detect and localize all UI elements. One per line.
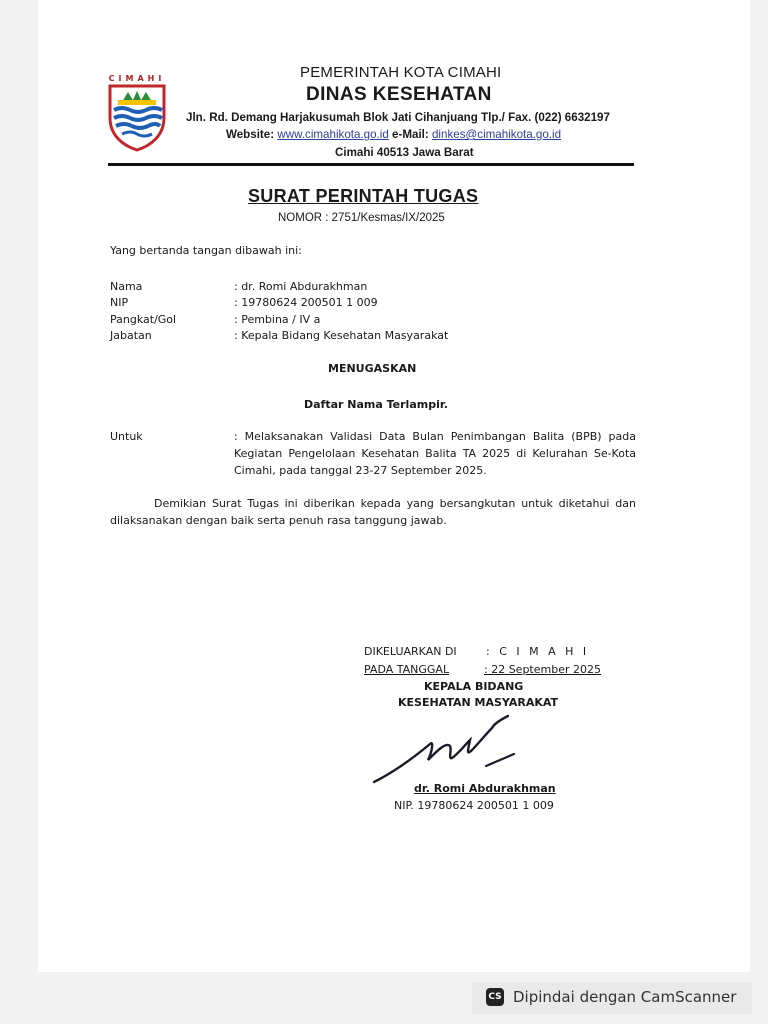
field-value-jabatan: : Kepala Bidang Kesehatan Masyarakat [234,329,449,342]
department-name: DINAS KESEHATAN [306,84,492,105]
date-label: PADA TANGGAL [364,663,450,676]
intro-text: Yang bertanda tangan dibawah ini: [110,244,302,257]
field-label-pangkat: Pangkat/Gol [110,313,177,326]
letter-title: SURAT PERINTAH TUGAS [248,186,479,206]
email-link[interactable]: dinkes@cimahikota.go.id [431,128,562,141]
signer-name: dr. Romi Abdurakhman [414,782,556,795]
cimahi-city-logo-icon [104,72,170,152]
purpose-label: Untuk [110,430,143,443]
attachment-note: Daftar Nama Terlampir. [304,398,448,411]
field-label-nama: Nama [110,280,143,293]
letter-number: NOMOR : 2751/Kesmas/IX/2025 [278,212,445,224]
issued-at-label: DIKELUARKAN DI [364,645,457,658]
website-link[interactable]: www.cimahikota.go.id [277,128,389,141]
email-label: e-Mail: [388,128,432,141]
field-label-jabatan: Jabatan [110,329,152,342]
purpose-text: : Melaksanakan Validasi Data Bulan Penimbangan Balita (BPB) pada Kegiatan Pengelolaan Kesehatan Balita TA 2025 di Kelurahan Se-Kota Cimahi, pada tanggal 23-27 September 2025. [234,430,636,477]
signer-nip: NIP. 19780624 200501 1 009 [394,799,554,812]
field-value-nama: : dr. Romi Abdurakhman [234,280,368,293]
date-value: : 22 September 2025 [484,663,601,676]
handwritten-signature-icon [368,710,528,788]
document-page [38,0,750,972]
logo-text: CIMAHI [108,74,166,83]
government-name: PEMERINTAH KOTA CIMAHI [300,64,502,81]
scanner-watermark-text: Dipindai dengan CamScanner [513,988,737,1006]
city-postcode: Cimahi 40513 Jawa Barat [335,146,474,159]
camscanner-logo-icon: CS [486,988,504,1006]
signer-title-line1: KEPALA BIDANG [424,680,524,693]
menugaskan-heading: MENUGASKAN [328,362,417,375]
letterhead-divider [108,163,634,166]
field-value-nip: : 19780624 200501 1 009 [234,296,378,309]
field-value-pangkat: : Pembina / IV a [234,313,321,326]
signer-title-line2: KESEHATAN MASYARAKAT [398,696,559,709]
issued-at-value: : C I M A H I [486,645,590,658]
contact-line [226,128,561,141]
field-label-nip: NIP [110,296,129,309]
office-address: Jln. Rd. Demang Harjakusumah Blok Jati Cihanjuang Tlp./ Fax. (022) 6632197 [186,111,610,124]
website-label: Website: [226,128,278,141]
closing-paragraph: Demikian Surat Tugas ini diberikan kepada yang bersangkutan untuk diketahui dan dilaksanakan dengan baik serta penuh rasa tanggung jawab. [110,497,636,527]
